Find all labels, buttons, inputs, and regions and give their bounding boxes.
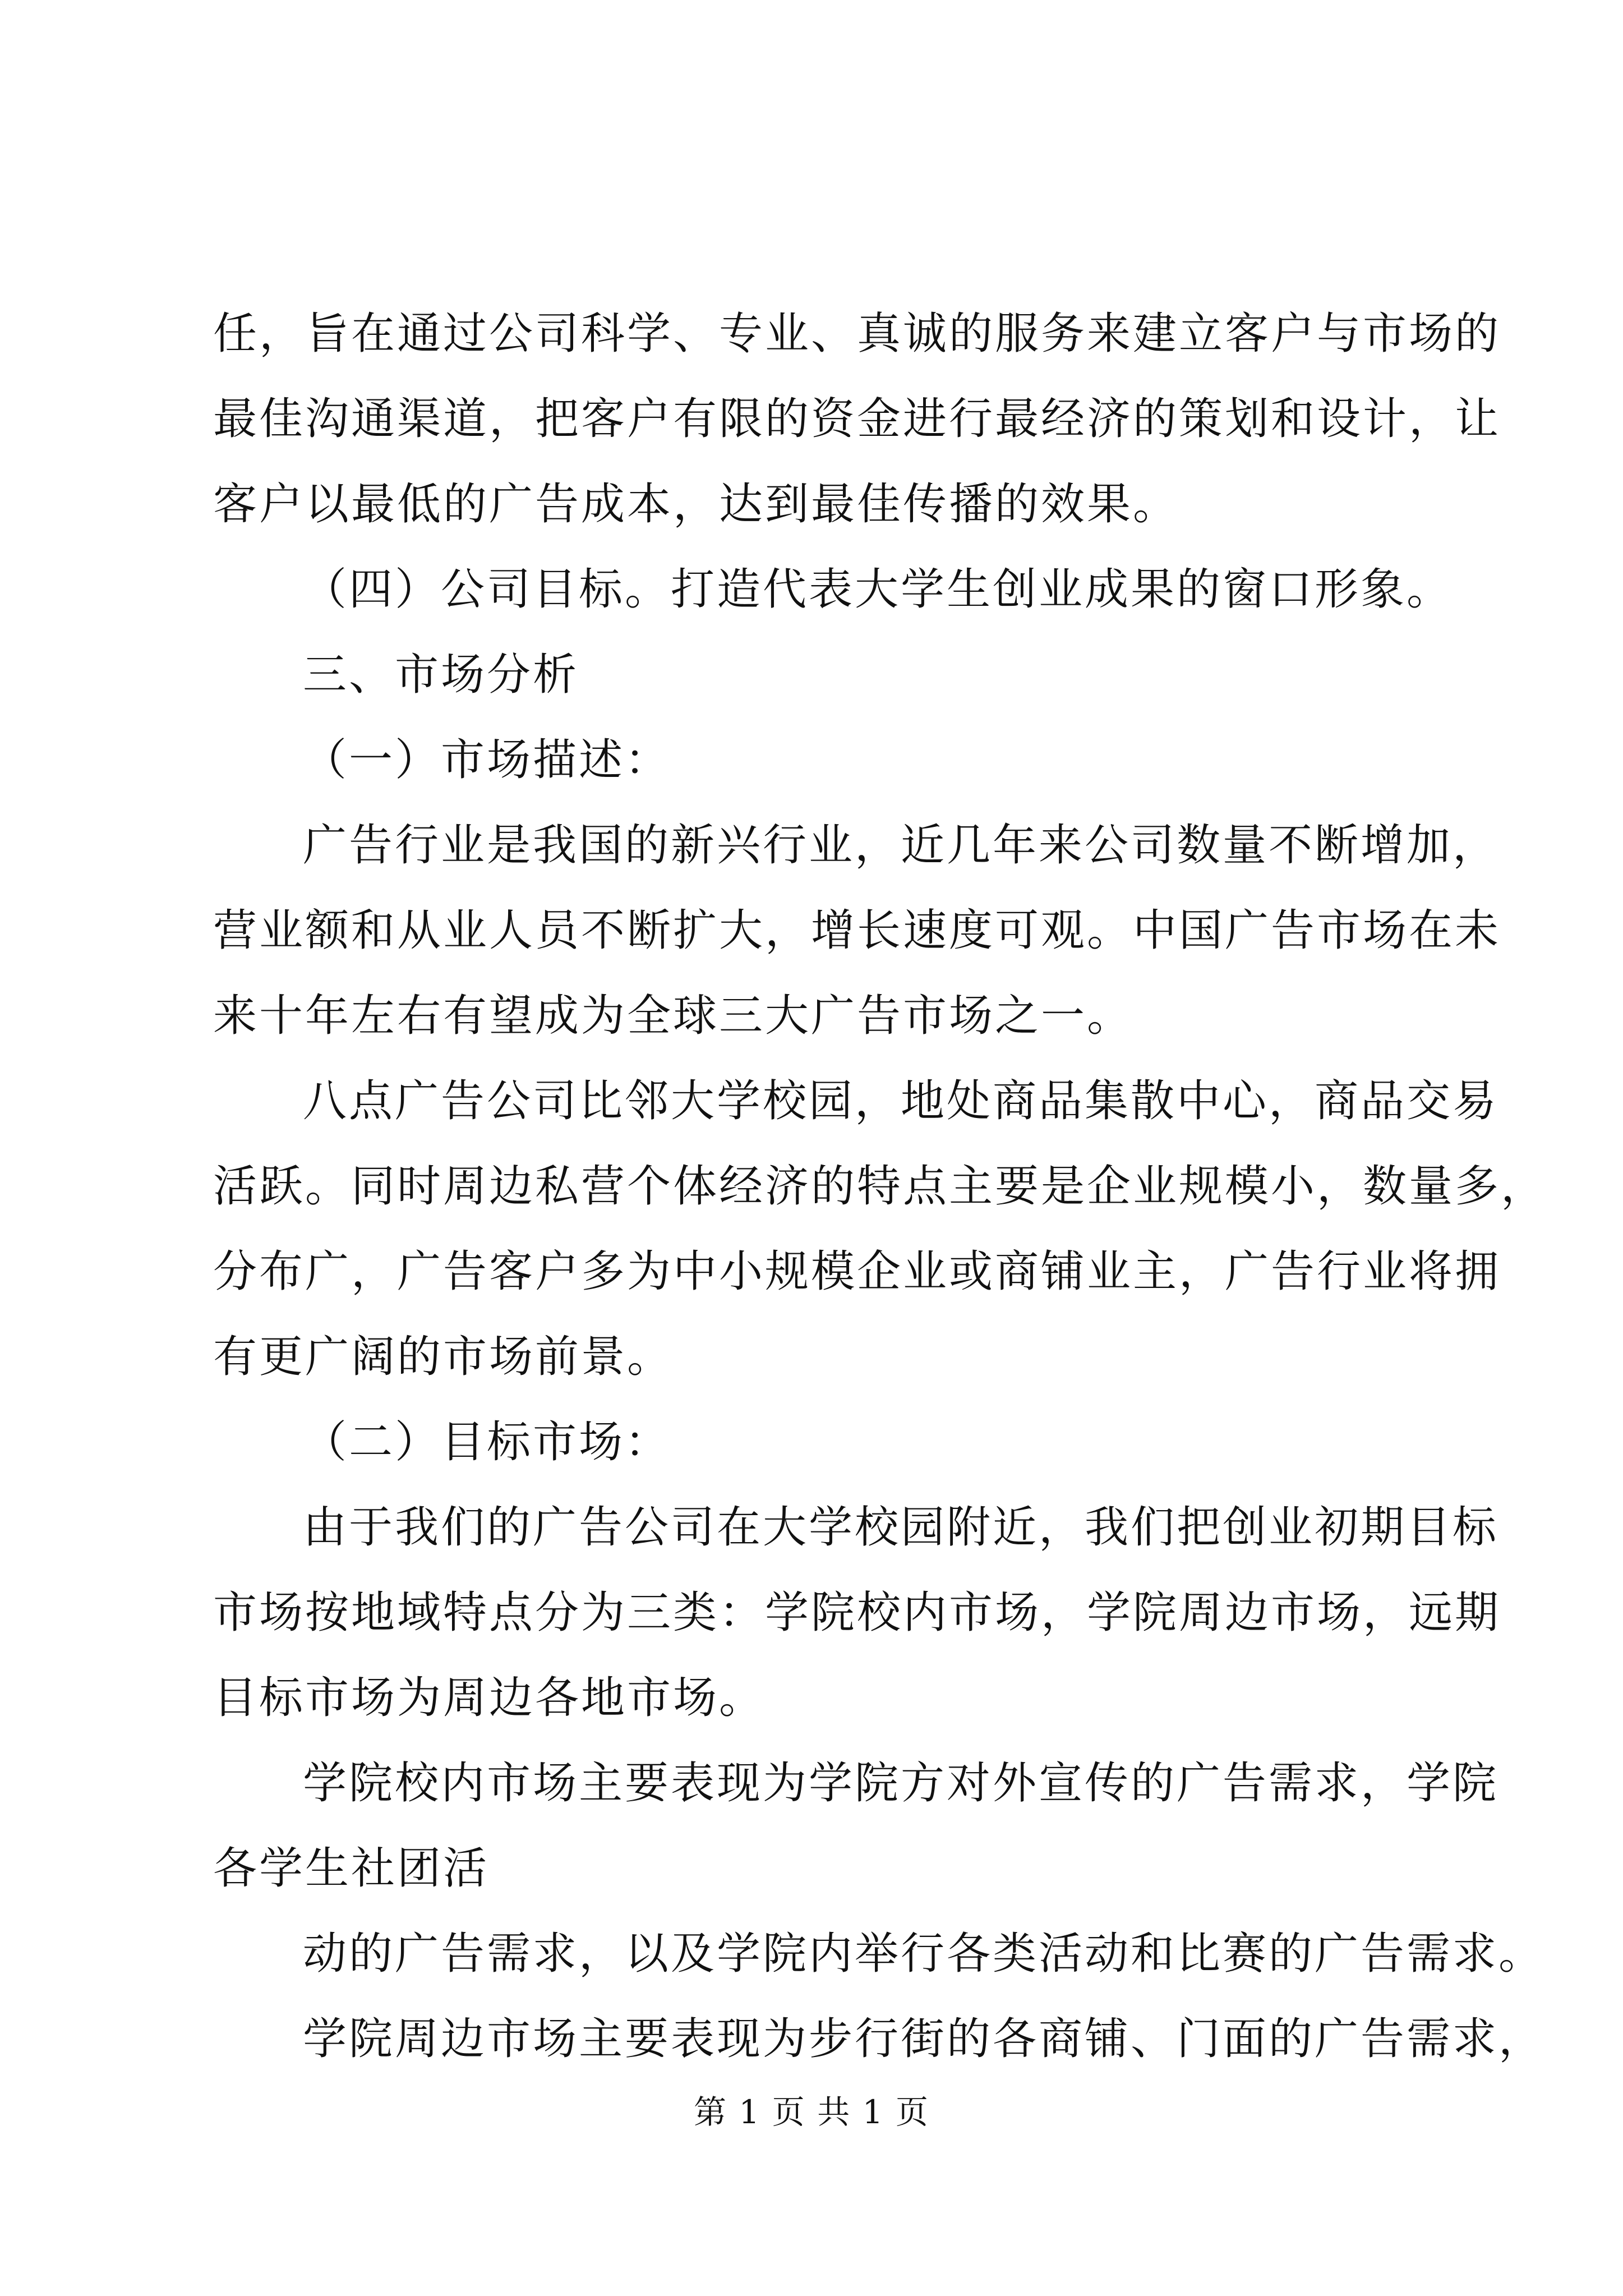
text-line-20: 动的广告需求，以及学院内举行各类活动和比赛的广告需求。 xyxy=(303,1929,1545,1979)
text-line-11: 活跃。同时周边私营个体经济的特点主要是企业规模小，数量多， xyxy=(213,1161,1547,1212)
text-line-7: 广告行业是我国的新兴行业，近几年来公司数量不断增加， xyxy=(303,820,1499,871)
text-line-13: 有更广阔的市场前景。 xyxy=(213,1332,674,1382)
text-line-12: 分布广，广告客户多为中小规模企业或商铺业主，广告行业将拥 xyxy=(213,1246,1501,1297)
subheading-target-market: （二）目标市场： xyxy=(303,1417,671,1467)
text-line-18: 学院校内市场主要表现为学院方对外宣传的广告需求，学院 xyxy=(303,1758,1499,1809)
subheading-market-description: （一）市场描述： xyxy=(303,735,671,785)
text-line-8: 营业额和从业人员不断扩大，增长速度可观。中国广告市场在未 xyxy=(213,905,1501,956)
text-line-15: 由于我们的广告公司在大学校园附近，我们把创业初期目标 xyxy=(303,1502,1499,1553)
text-line-2: 最佳沟通渠道，把客户有限的资金进行最经济的策划和设计，让 xyxy=(213,394,1501,444)
text-line-1: 任，旨在通过公司科学、专业、真诚的服务来建立客户与市场的 xyxy=(213,309,1501,359)
text-line-19: 各学生社团活 xyxy=(213,1843,490,1894)
page-footer: 第 1 页 共 1 页 xyxy=(694,2093,929,2131)
text-line-10: 八点广告公司比邻大学校园，地处商品集散中心，商品交易 xyxy=(303,1076,1499,1126)
text-line-21: 学院周边市场主要表现为步行街的各商铺、门面的广告需求， xyxy=(303,2014,1545,2064)
text-line-4: （四）公司目标。打造代表大学生创业成果的窗口形象。 xyxy=(303,564,1453,615)
section-heading-market-analysis: 三、市场分析 xyxy=(303,650,579,700)
text-line-17: 目标市场为周边各地市场。 xyxy=(213,1673,766,1723)
text-line-9: 来十年左右有望成为全球三大广告市场之一。 xyxy=(213,991,1133,1041)
text-line-16: 市场按地域特点分为三类：学院校内市场，学院周边市场，远期 xyxy=(213,1588,1501,1638)
text-line-3: 客户以最低的广告成本，达到最佳传播的效果。 xyxy=(213,479,1179,530)
